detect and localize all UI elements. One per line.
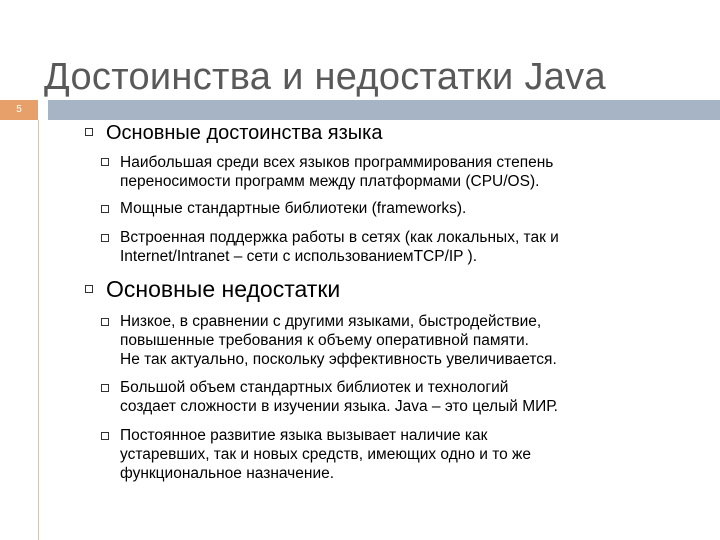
- list-item-line: устаревших, так и новых средств, имеющих одно и то же: [120, 446, 532, 463]
- slide-title: Достоинства и недостатки Java: [44, 56, 606, 99]
- list-item-line: Internet/Intranet – сети с использованиемTCP/IP ).: [120, 248, 478, 265]
- square-bullet-icon: [101, 384, 109, 392]
- slide-number: 5: [16, 104, 22, 115]
- left-margin-line: [38, 120, 39, 540]
- list-item-line: Не так актуально, поскольку эффективность увеличивается.: [120, 351, 557, 368]
- square-bullet-icon: [85, 128, 93, 136]
- square-bullet-icon: [101, 318, 109, 326]
- list-item-line: Большой объем стандартных библиотек и технологий: [120, 379, 509, 396]
- square-bullet-icon: [101, 432, 109, 440]
- square-bullet-icon: [101, 205, 109, 213]
- square-bullet-icon: [85, 285, 93, 293]
- list-item-line: Наибольшая среди всех языков программирования степень: [120, 154, 554, 171]
- list-item-line: Постоянное развитие языка вызывает наличие как: [120, 427, 488, 444]
- list-item-line: Встроенная поддержка работы в сетях (как локальных, так и: [120, 229, 559, 246]
- section-heading-advantages: Основные достоинства языка: [106, 122, 383, 144]
- list-item-line: повышенные требования к объему оперативной памяти.: [120, 332, 529, 349]
- list-item-line: Низкое, в сравнении с другими языками, быстродействие,: [120, 313, 542, 330]
- list-item-line: переносимости программ между платформами (CPU/OS).: [120, 173, 540, 190]
- list-item-line: Мощные стандартные библиотеки (frameworks).: [120, 200, 467, 217]
- section-heading-disadvantages: Основные недостатки: [106, 276, 341, 302]
- title-divider-bar: [48, 100, 720, 120]
- square-bullet-icon: [101, 234, 109, 242]
- square-bullet-icon: [101, 158, 109, 166]
- list-item-line: создает сложности в изучении языка. Java – это целый МИР.: [120, 398, 558, 415]
- list-item-line: функциональное назначение.: [120, 465, 335, 482]
